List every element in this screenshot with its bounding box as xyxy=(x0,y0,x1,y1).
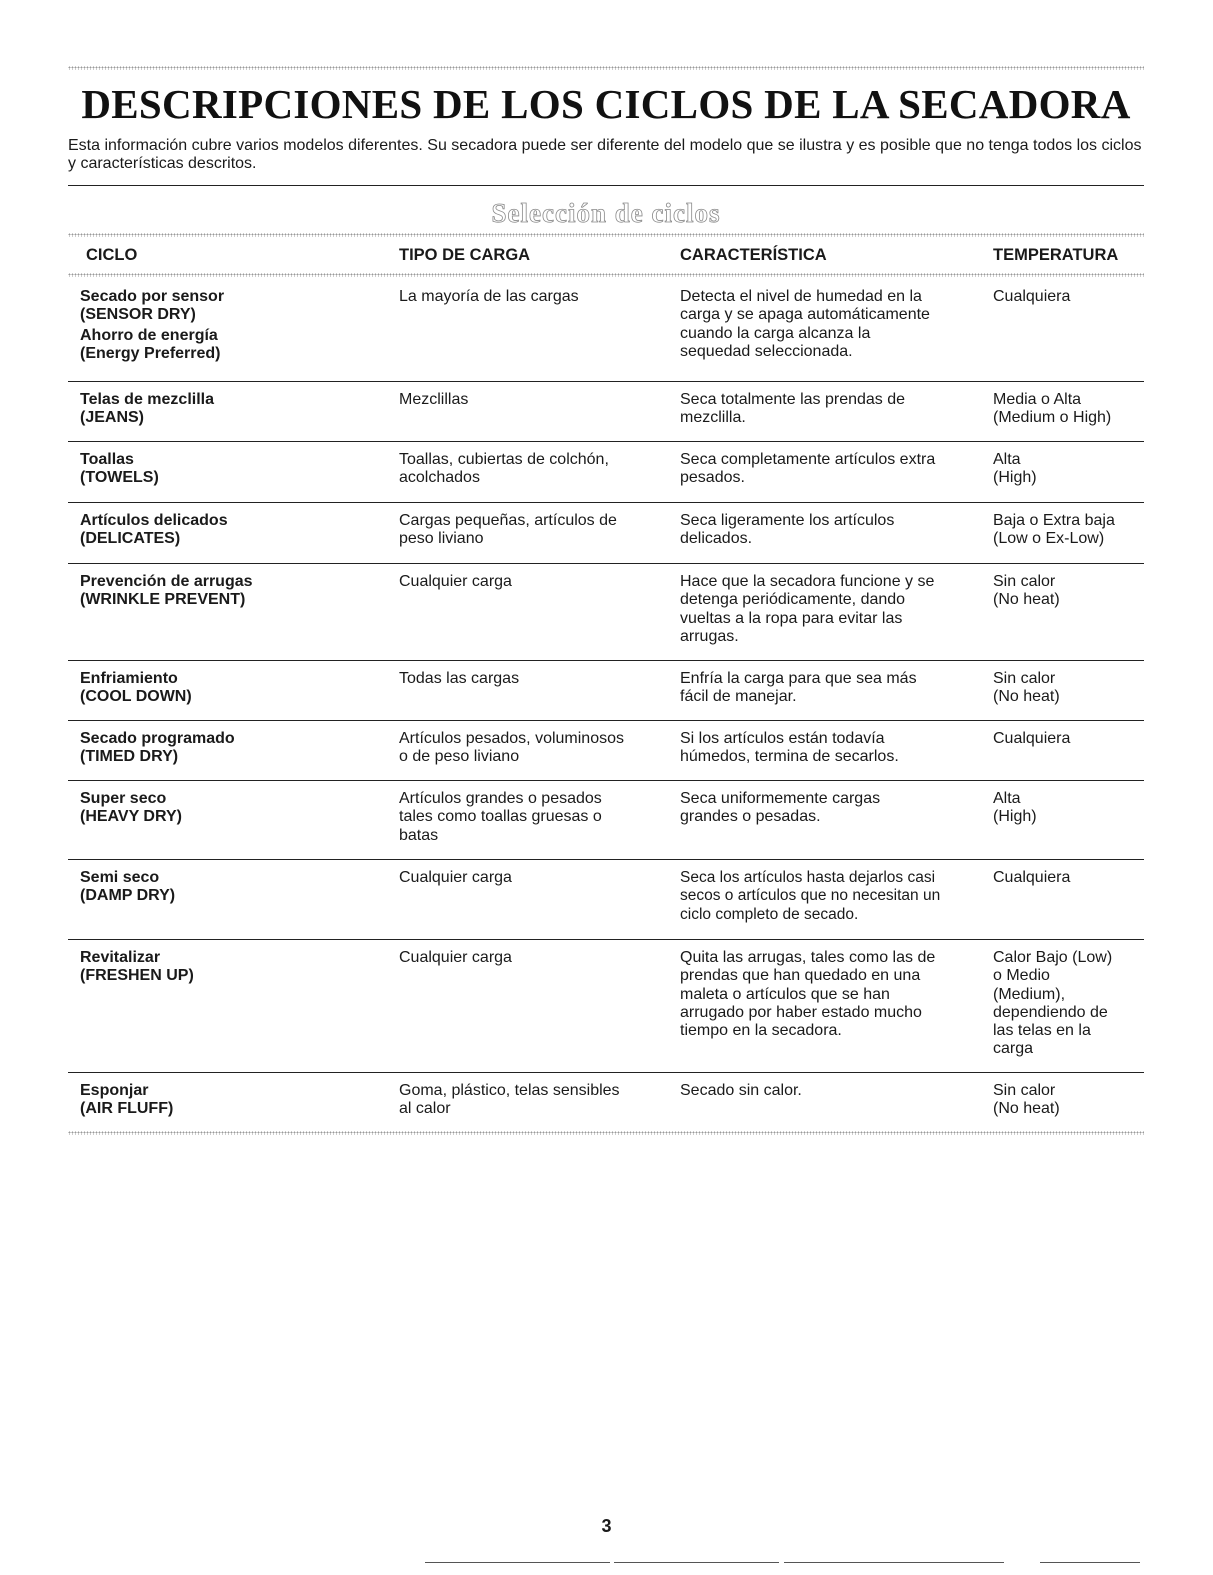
cycle-name: Toallas xyxy=(80,451,134,468)
section-title: Selección de ciclos xyxy=(491,198,721,228)
cycle-cell xyxy=(80,288,380,363)
temperature-cell: Baja o Extra baja (Low o Ex-Low) xyxy=(993,512,1115,548)
page-number: 3 xyxy=(601,1516,612,1536)
row-divider xyxy=(68,720,1144,721)
cycle-cell xyxy=(80,949,380,986)
column-header-cycle: CICLO xyxy=(86,246,138,264)
footer-rule xyxy=(1040,1562,1140,1563)
cycle-name-english: (AIR FLUFF) xyxy=(80,1100,174,1118)
load-type-cell: Goma, plástico, telas sensibles al calor xyxy=(399,1082,620,1118)
cycle-name: Enfriamiento xyxy=(80,670,178,687)
footer-rule xyxy=(425,1562,610,1563)
cycle-name-english: (DELICATES) xyxy=(80,530,181,548)
cycle-name: Secado programado xyxy=(80,730,235,747)
load-type-cell: Cualquier carga xyxy=(399,869,512,886)
cycle-name: Super seco xyxy=(80,790,167,807)
temperature-cell: Cualquiera xyxy=(993,288,1071,305)
row-divider xyxy=(68,502,1144,503)
temperature-cell: Alta (High) xyxy=(993,451,1037,487)
cycle-name: Revitalizar xyxy=(80,949,161,966)
cycle-name-english: (WRINKLE PREVENT) xyxy=(80,591,246,609)
cycle-cell xyxy=(80,573,380,610)
cycle-name-english: (COOL DOWN) xyxy=(80,688,192,706)
cycle-name: Ahorro de energía xyxy=(80,326,218,344)
cycle-cell xyxy=(80,790,380,827)
cycle-name-english: (TIMED DRY) xyxy=(80,748,179,766)
temperature-cell: Cualquiera xyxy=(993,869,1071,886)
cycle-name-english: (SENSOR DRY) xyxy=(80,306,196,324)
top-dotted-rule xyxy=(68,66,1144,70)
temperature-cell: Calor Bajo (Low) o Medio (Medium), dependiendo de las telas en la carga xyxy=(993,949,1113,1058)
row-divider xyxy=(68,563,1144,564)
cycle-cell xyxy=(80,869,380,906)
row-divider xyxy=(68,1072,1144,1073)
cycle-name: Prevención de arrugas xyxy=(80,573,253,590)
table-bottom-rule xyxy=(68,1131,1144,1135)
page-title: DESCRIPCIONES DE LOS CICLOS DE LA SECADORA xyxy=(81,81,1131,127)
cycle-cell xyxy=(80,1082,380,1119)
load-type-cell: Toallas, cubiertas de colchón, acolchados xyxy=(399,451,609,487)
cycle-name: Telas de mezclilla xyxy=(80,391,214,408)
feature-cell: Seca uniformemente cargas grandes o pesadas. xyxy=(680,790,881,826)
header-top-rule xyxy=(68,233,1144,237)
feature-cell: Seca ligeramente los artículos delicados. xyxy=(680,512,895,548)
cycle-cell xyxy=(80,451,380,488)
load-type-cell: Artículos grandes o pesados tales como toallas gruesas o batas xyxy=(399,790,602,844)
feature-cell: Seca completamente artículos extra pesados. xyxy=(680,451,936,487)
feature-cell: Secado sin calor. xyxy=(680,1082,802,1099)
cycle-name-english: (HEAVY DRY) xyxy=(80,808,182,826)
footer-rule xyxy=(784,1562,1004,1563)
cycle-cell xyxy=(80,391,380,428)
header-bottom-rule xyxy=(68,273,1144,277)
cycle-name-english: (Energy Preferred) xyxy=(80,344,221,362)
cycle-name: Esponjar xyxy=(80,1082,149,1099)
cycle-name-english: (TOWELS) xyxy=(80,469,159,487)
cycle-name-english: (JEANS) xyxy=(80,409,145,427)
load-type-cell: Cargas pequeñas, artículos de peso liviano xyxy=(399,512,617,548)
column-header-feature: CARACTERÍSTICA xyxy=(680,246,827,264)
load-type-cell: Cualquier carga xyxy=(399,573,512,590)
row-divider xyxy=(68,441,1144,442)
column-header-temperature: TEMPERATURA xyxy=(993,246,1119,264)
cycle-cell xyxy=(80,670,380,707)
cycle-name-english: (FRESHEN UP) xyxy=(80,967,194,985)
row-divider xyxy=(68,381,1144,382)
cycle-cell xyxy=(80,512,380,549)
cycle-name: Semi seco xyxy=(80,869,160,886)
feature-cell: Quita las arrugas, tales como las de prendas que han quedado en una maleta o artículos que se han arrugado por haber estado mucho tiempo en la secadora. xyxy=(680,949,936,1040)
intro-divider xyxy=(68,185,1144,186)
temperature-cell: Media o Alta (Medium o High) xyxy=(993,391,1112,427)
temperature-cell: Sin calor (No heat) xyxy=(993,1082,1060,1118)
load-type-cell: Todas las cargas xyxy=(399,670,520,687)
column-header-load-type: TIPO DE CARGA xyxy=(399,246,531,264)
cycle-name: Secado por sensor xyxy=(80,288,225,305)
feature-cell: Enfría la carga para que sea más fácil de manejar. xyxy=(680,670,917,706)
temperature-cell: Sin calor (No heat) xyxy=(993,670,1060,706)
feature-cell: Hace que la secadora funcione y se detenga periódicamente, dando vueltas a la ropa para evitar las arrugas. xyxy=(680,573,935,645)
load-type-cell: Mezclillas xyxy=(399,391,469,408)
row-divider xyxy=(68,660,1144,661)
load-type-cell: Artículos pesados, voluminosos o de peso liviano xyxy=(399,730,624,766)
cycle-name-english: (DAMP DRY) xyxy=(80,887,176,905)
intro-paragraph: Esta información cubre varios modelos diferentes. Su secadora puede ser diferente del modelo que se ilustra y es posible que no tenga todos los ciclos y características descritos. xyxy=(68,137,1142,172)
row-divider xyxy=(68,939,1144,940)
load-type-cell: La mayoría de las cargas xyxy=(399,288,579,305)
feature-cell: Seca los artículos hasta dejarlos casi secos o artículos que no necesitan un ciclo completo de secado. xyxy=(680,869,941,923)
row-divider xyxy=(68,859,1144,860)
feature-cell: Si los artículos están todavía húmedos, termina de secarlos. xyxy=(680,730,899,766)
temperature-cell: Cualquiera xyxy=(993,730,1071,747)
cycle-cell xyxy=(80,730,380,767)
feature-cell: Seca totalmente las prendas de mezclilla. xyxy=(680,391,906,427)
footer-rule xyxy=(614,1562,779,1563)
temperature-cell: Sin calor (No heat) xyxy=(993,573,1060,609)
load-type-cell: Cualquier carga xyxy=(399,949,512,966)
row-divider xyxy=(68,780,1144,781)
feature-cell: Detecta el nivel de humedad en la carga y se apaga automáticamente cuando la carga alcanza la sequedad seleccionada. xyxy=(680,288,930,360)
cycle-name: Artículos delicados xyxy=(80,512,228,529)
temperature-cell: Alta (High) xyxy=(993,790,1037,826)
